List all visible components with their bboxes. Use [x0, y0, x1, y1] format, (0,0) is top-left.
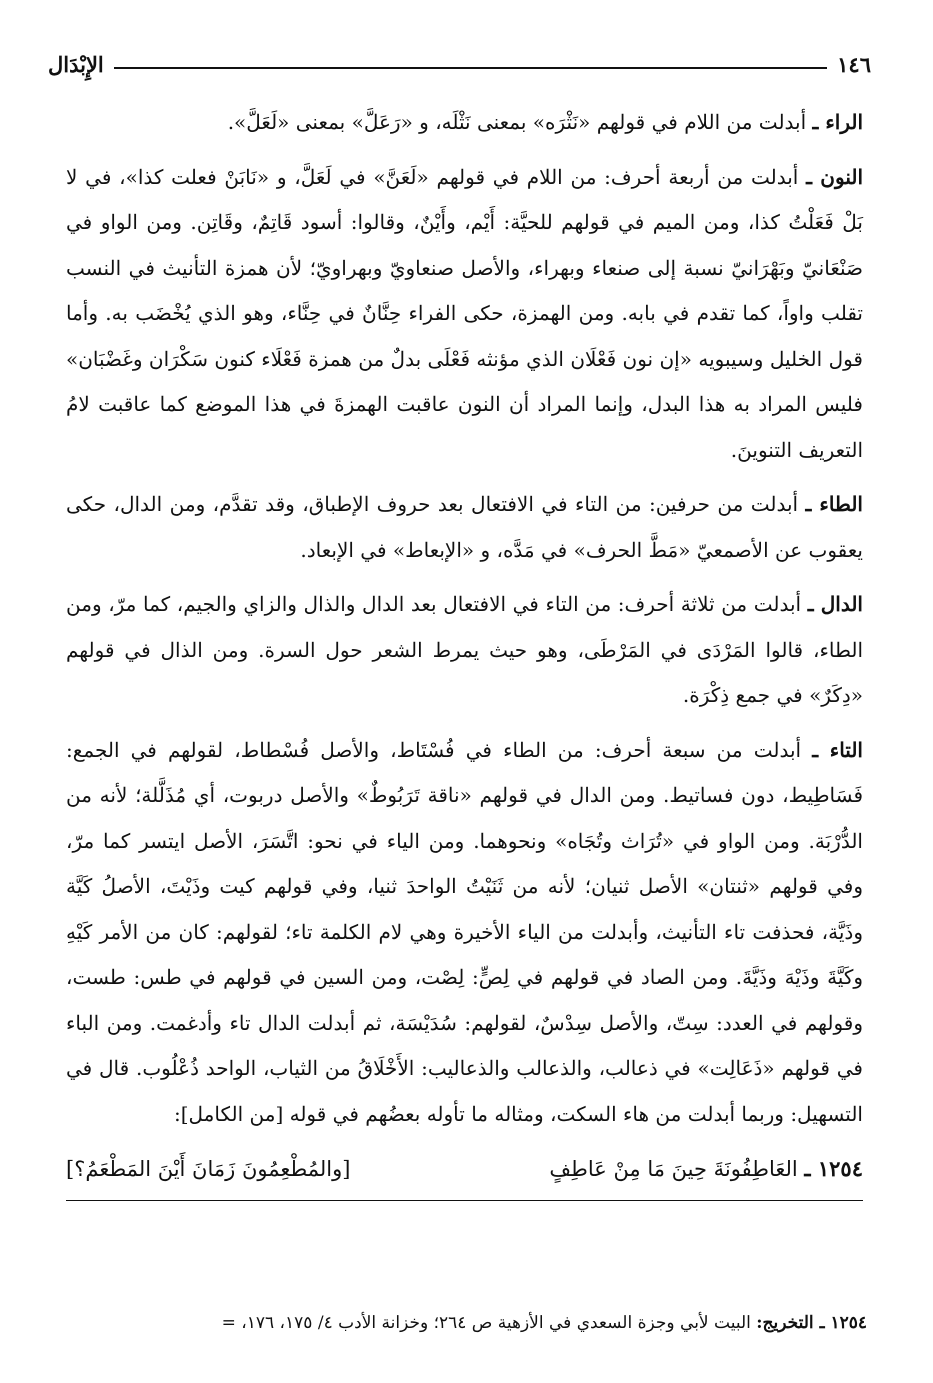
paragraph-lead: الراء ـ	[812, 110, 863, 134]
poetry-verse	[66, 1146, 863, 1192]
paragraph-text: أبدلت من أربعة أحرف: من اللام في قولهم «لَعَنَّ» في لَعَلَّ، و «نَابَنْ فعلت كذا»، في لا بَلْ فَعَلْتُ كذا، ومن الميم في قولهم للحيَّة: أَيْم، وأَيْنٌ، وقالوا: أسود قَاتِمٌ، وقَاتِن. ومن الواو في صَنْعَانيّ وبَهْرَانيّ نسبة إلى صنعاء وبهراء، والأصل صنعاويّ وبهراويّ؛ لأن همزة التأنيث في النسب تقلب واواً، كما تقدم في بابه. ومن الهمزة، حكى الفراء حِنَّانٌ في حِنَّاء، وهو الذي يُخْضَب به. وأما قول الخليل وسيبويه «إن نون فَعْلَان الذي مؤنثه فَعْلَى بدلٌ من همزة فَعْلَاء كنون سَكْرَان وغَضْبَان» فليس المراد به هذا البدل، وإنما المراد أن النون عاقبت الهمزةَ في هذا الموضع كما عاقبت لامُ التعريف التنوينَ.	[66, 164, 863, 462]
footnote-lead: ١٢٥٤ ـ التخريج:	[756, 1313, 867, 1333]
paragraph-nun	[66, 155, 863, 474]
paragraph-text: أبدلت من سبعة أحرف: من الطاء في فُسْتَاط، والأصل فُسْطاط، لقولهم في الجمع: فَسَاطِيط، دون فساتيط. ومن الدال في قولهم «ناقة تَرَبُوطٌ» والأصل دربوت، أي مُذَلَّلة؛ لأنه من الدُّرْبَة. ومن الواو في «تُرَاث وتُجَاه» ونحوهما. ومن الياء في نحو: اتَّسَرَ، الأصل ايتسر كما مرّ، وفي قولهم «ثنتان» الأصل ثنيان؛ لأنه من ثَنَيْتُ الواحدَ ثنيا، وفي قولهم كيت وذَيْتَ، الأصلُ كَيَّة وذَيَّة، فحذفت تاء التأنيث، وأبدلت من الياء الأخيرة وهي لام الكلمة تاء؛ لقولهم: كان من الأمر كَيْهِ وكَيَّةَ وذَيْهَ وذَيَّةَ. ومن الصاد في قولهم في لِصٍّ: لِصْت، ومن السين في قولهم في طس: طست، وقولهم في العدد: سِتّ، والأصل سِدْسٌ، لقولهم: سُدَيْسَة، ثم أبدلت الدال تاء وأدغمت. ومن الباء في قولهم «ذَعَالِت» في ذعالب، والذعالب والذعاليب: الأَخْلَاقُ من الثياب، الواحد ذُعْلُوب. قال في التسهيل: وربما أبدلت من هاء السكت، ومثاله ما تأوله بعضُهم في قوله [من الكامل]:	[66, 737, 863, 1126]
verse-number: ١٢٥٤ ـ	[804, 1156, 863, 1181]
verse-first-hemistich: العَاطِفُونَةَ حِينَ مَا مِنْ عَاطِفٍ	[549, 1157, 798, 1181]
paragraph-taa-emphatic	[66, 482, 863, 573]
page-number: ١٤٦	[837, 52, 871, 77]
footnote	[50, 1308, 867, 1338]
paragraph-taa	[66, 728, 863, 1138]
running-header	[48, 52, 871, 77]
paragraph-dal	[66, 582, 863, 719]
verse-second-hemistich: [والمُطْعِمُونَ زَمَانَ أَيْنَ المَطْعَمُ؟]	[66, 1157, 351, 1181]
chapter-title: الإِبْدَال	[48, 52, 104, 77]
paragraph-text: أبدلت من حرفين: من التاء في الافتعال بعد حروف الإطباق، وقد تقدَّم، ومن الدال، حكى يعقوب عن الأصمعيّ «مَطَّ الحرف» في مَدَّه، و «الإبعاط» في الإبعاد.	[66, 492, 863, 562]
footnote-text: البيت لأبي وجزة السعدي في الأزهية ص ٢٦٤؛ وخزانة الأدب ٤/ ١٧٥، ١٧٦، =	[221, 1313, 757, 1333]
main-text	[66, 100, 863, 1201]
paragraph-lead: الدال ـ	[807, 592, 863, 616]
paragraph-lead: الطاء ـ	[805, 492, 863, 516]
paragraph-text: أبدلت من اللام في قولهم «نَثْرَه» بمعنى نَثْلَه، و «رَعَلَّ» بمعنى «لَعَلَّ».	[227, 110, 813, 134]
paragraph-raa	[66, 100, 863, 146]
paragraph-lead: النون ـ	[806, 164, 864, 189]
footnote-divider	[66, 1200, 863, 1201]
verse-first-half	[549, 1146, 863, 1192]
header-rule	[114, 67, 827, 69]
paragraph-lead: التاء ـ	[812, 737, 863, 762]
paragraph-text: أبدلت من ثلاثة أحرف: من التاء في الافتعال بعد الدال والذال والزاي والجيم، كما مرّ، ومن الطاء، قالوا المَرْدَى في المَرْطَى، وهو حيث يمرط الشعر حول السرة. ومن الذال في قولهم «دِكَرٌ» في جمع ذِكْرَة.	[66, 592, 863, 707]
